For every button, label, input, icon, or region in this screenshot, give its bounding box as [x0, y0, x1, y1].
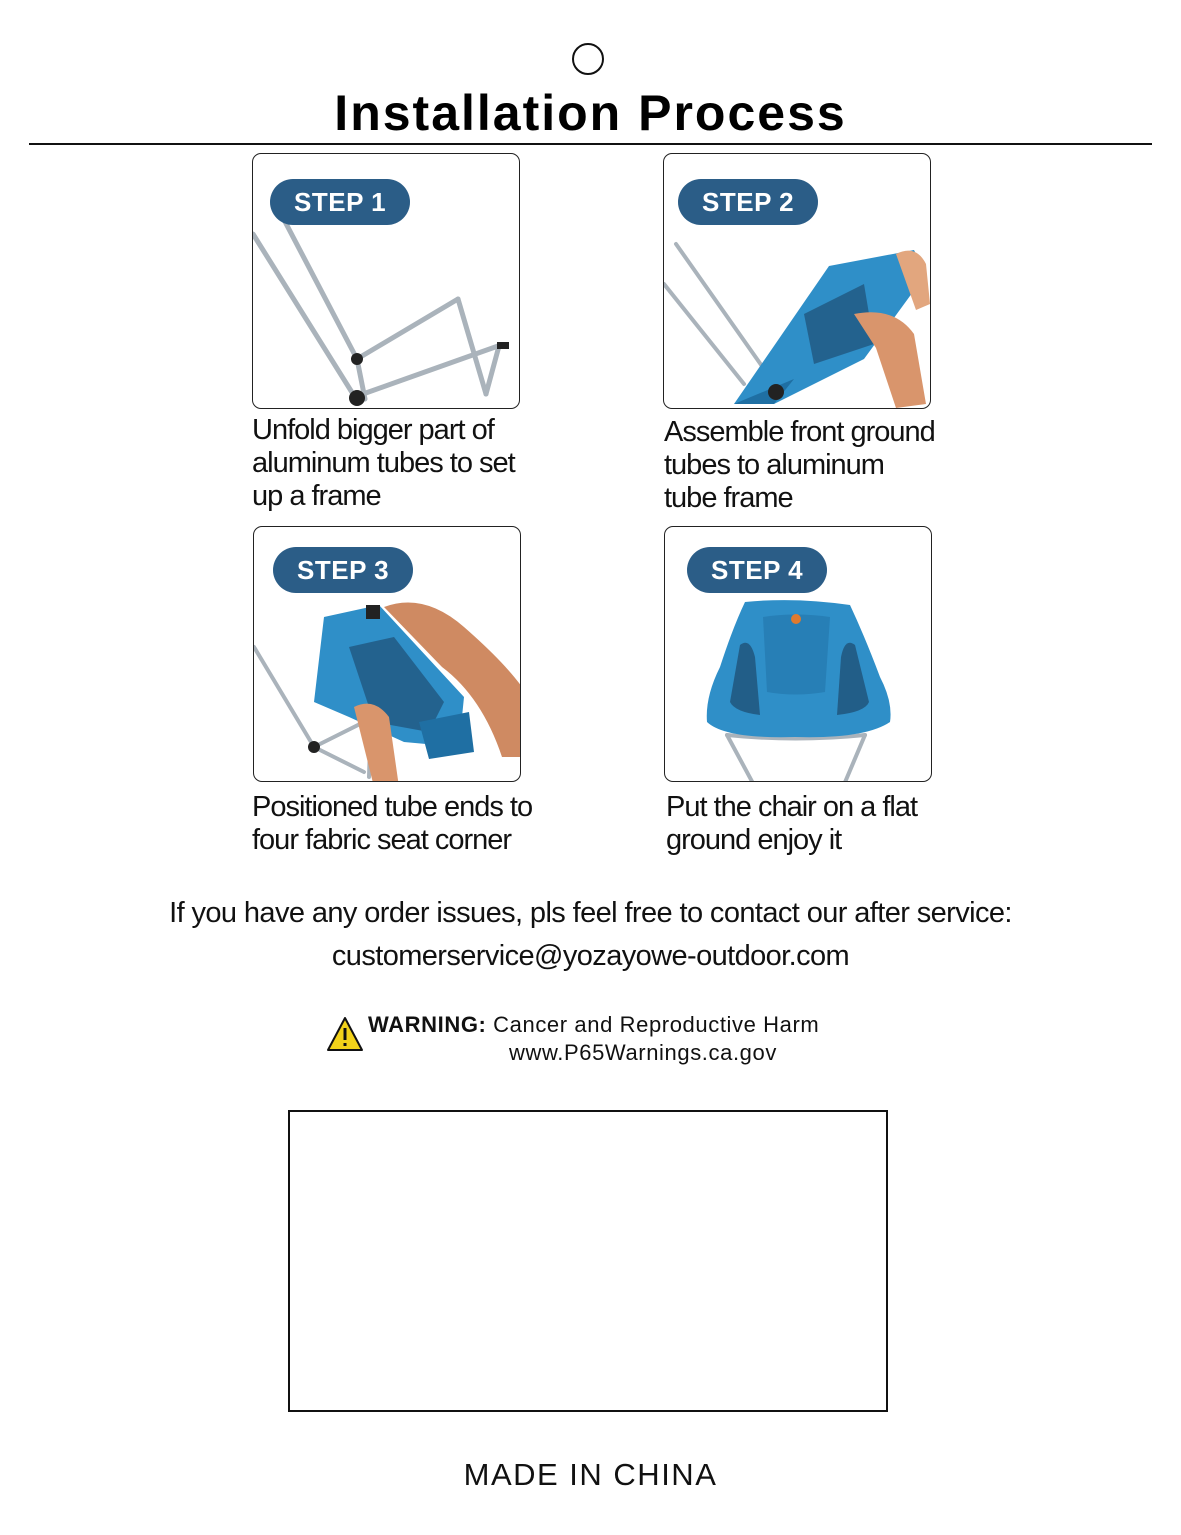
- contact-email[interactable]: customerservice@yozayowe-outdoor.com: [331, 940, 850, 972]
- step-1-caption-line: up a frame: [252, 480, 381, 512]
- warning-statement: [368, 1012, 819, 1038]
- step-3-panel: [253, 526, 521, 782]
- step-3-caption: [252, 791, 532, 857]
- step-1-caption-line: Unfold bigger part of: [252, 414, 494, 446]
- step-2-caption: [664, 416, 935, 515]
- step-1-badge: STEP 1: [270, 179, 410, 225]
- step-2-caption-line: Assemble front ground: [664, 416, 935, 448]
- step-4-panel: [664, 526, 932, 782]
- warning-message: Cancer and Reproductive Harm: [493, 1012, 820, 1037]
- step-1-panel: [252, 153, 520, 409]
- title-divider: [29, 143, 1152, 145]
- step-1-caption-line: aluminum tubes to set: [252, 447, 515, 479]
- contact-text: If you have any order issues, pls feel free to contact our after service:: [169, 897, 1012, 929]
- step-2-caption-line: tube frame: [664, 482, 793, 514]
- step-2-panel: [663, 153, 931, 409]
- step-3-caption-line: Positioned tube ends to: [252, 791, 533, 823]
- warning-label: WARNING:: [368, 1012, 487, 1037]
- step-2-caption-line: tubes to aluminum: [664, 449, 884, 481]
- step-4-caption-line: ground enjoy it: [666, 824, 842, 856]
- warning-url[interactable]: www.P65Warnings.ca.gov: [509, 1040, 777, 1065]
- step-4-badge: STEP 4: [687, 547, 827, 593]
- page-title: Installation Process: [334, 85, 847, 141]
- step-4-caption-line: Put the chair on a flat: [666, 791, 918, 823]
- hang-hole: [572, 43, 604, 75]
- step-2-badge: STEP 2: [678, 179, 818, 225]
- step-3-badge: STEP 3: [273, 547, 413, 593]
- blank-label-box: [288, 1110, 888, 1412]
- step-4-caption: [666, 791, 917, 857]
- made-in-label: MADE IN CHINA: [463, 1457, 718, 1492]
- step-3-caption-line: four fabric seat corner: [252, 824, 512, 856]
- warning-triangle-icon: [326, 1016, 364, 1052]
- step-1-caption: [252, 414, 515, 513]
